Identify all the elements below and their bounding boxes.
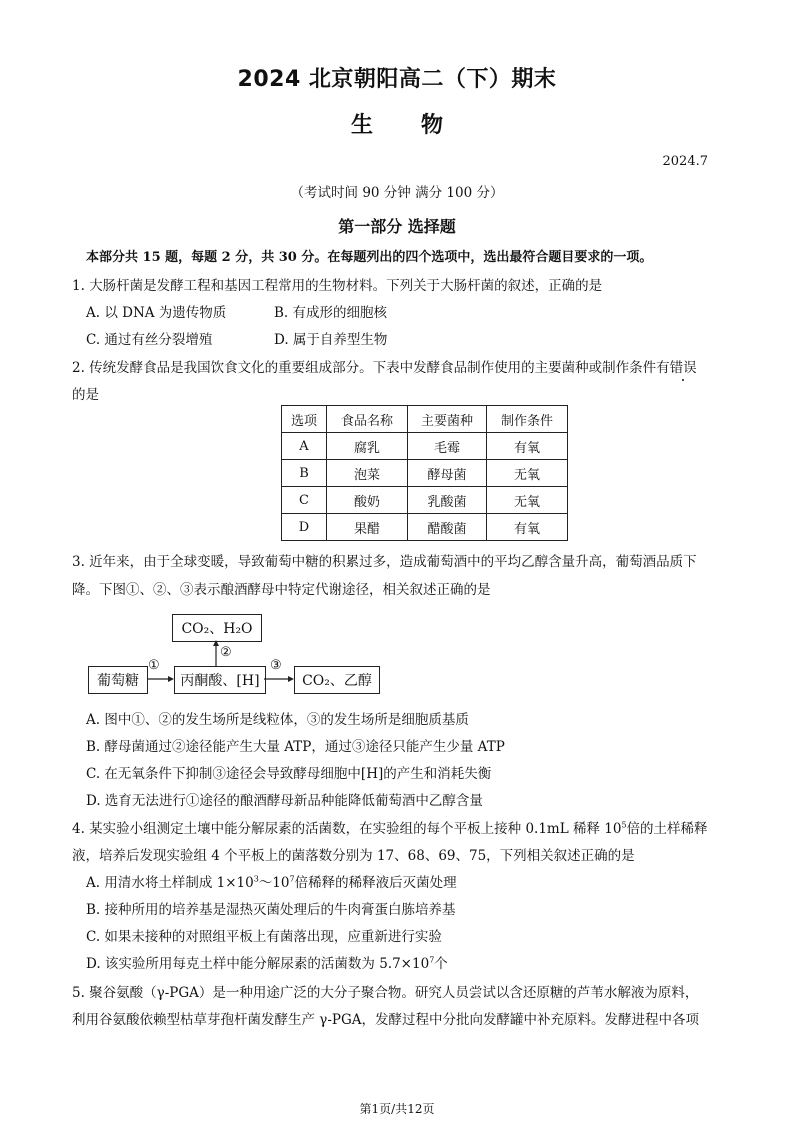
table-header-cell: 制作条件 [487,406,568,433]
pyruvate-box: 丙酮酸、[H] [174,666,266,694]
question-4-stem-line1 [72,817,708,837]
table-cell: 毛霉 [408,433,487,460]
section-instructions: 本部分共 15 题，每题 2 分，共 30 分。在每题列出的四个选项中，选出最符合题目要求的一项。 [86,250,653,265]
table-header-cell: 主要菌种 [408,406,487,433]
question-1-option-d: D. 属于自养型生物 [274,332,388,348]
table-cell: 泡菜 [327,460,408,487]
table-row [282,433,568,460]
option-text: A. 用清水将土样制成 1×10 [86,875,254,891]
table-cell: 酸奶 [327,487,408,514]
table-cell: 醋酸菌 [408,514,487,541]
table-cell: 无氧 [487,487,568,514]
diagram-arrows [140,636,310,686]
question-3-stem-line2: 降。下图①、②、③表示酿酒酵母中特定代谢途径，相关叙述正确的是 [72,582,491,598]
table-cell: 果醋 [327,514,408,541]
question-3-option-c: C. 在无氧条件下抑制③途径会导致酵母细胞中[H]的产生和消耗失衡 [86,766,492,782]
question-4-option-b: B. 接种所用的培养基是湿热灭菌处理后的牛肉膏蛋白胨培养基 [86,902,456,918]
question-3-stem-line1: 3. 近年来，由于全球变暖，导致葡萄中糖的积累过多，造成葡萄酒中的平均乙醇含量升高，葡萄酒品质下 [72,554,697,570]
table-cell: B [282,460,327,487]
step-1-label: ① [148,658,160,673]
question-3-option-a: A. 图中①、②的发生场所是线粒体，③的发生场所是细胞质基质 [86,712,469,728]
subject-title: 生物 [350,113,491,138]
table-cell: 有氧 [487,433,568,460]
table-row [282,460,568,487]
question-5-stem-line2: 利用谷氨酸依赖型枯草芽孢杆菌发酵生产 γ-PGA，发酵过程中分批向发酵罐中补充原料。发酵进程中各项 [72,1012,700,1028]
page-number: 第1页/共12页 [359,1102,435,1116]
option-text: ～10 [258,875,290,891]
table-cell: 酵母菌 [408,460,487,487]
co2-h2o-box: CO₂、H₂O [172,614,262,642]
question-4-option-c: C. 如果未接种的对照组平板上有菌落出现，应重新进行实验 [86,929,442,945]
question-1-option-a: A. 以 DNA 为遗传物质 [86,305,227,321]
table-cell: 有氧 [487,514,568,541]
glucose-box: 葡萄糖 [88,666,148,694]
table-cell: A [282,433,327,460]
exponent: 3 [253,874,259,884]
question-2-table [281,405,568,541]
question-2-stem-end: 的是 [72,387,99,403]
page-title: 2024 北京朝阳高二（下）期末 [237,67,557,92]
exponent: 7 [289,874,295,884]
table-cell: 腐乳 [327,433,408,460]
question-4-stem-line2: 液，培养后发现实验组 4 个平板上的菌落数分别为 17、68、69、75，下列相关叙述正确的是 [72,848,635,864]
question-4-option-d [86,952,448,972]
question-1-option-b: B. 有成形的细胞核 [274,305,388,321]
question-2-emphasis: 错误 [669,360,697,376]
question-5-stem-line1: 5. 聚谷氨酸（γ-PGA）是一种用途广泛的大分子聚合物。研究人员尝试以含还原糖的芦苇水解液为原料， [72,985,699,1001]
exam-info: （考试时间 90 分钟 满分 100 分） [290,185,504,201]
option-text: 个 [434,956,448,972]
table-cell: C [282,487,327,514]
question-1-stem: 1. 大肠杆菌是发酵工程和基因工程常用的生物材料。下列关于大肠杆菌的叙述，正确的是 [72,278,603,294]
table-cell: 无氧 [487,460,568,487]
co2-ethanol-box: CO₂、乙醇 [294,666,380,694]
question-3-option-b: B. 酵母菌通过②途径能产生大量 ATP，通过③途径只能产生少量 ATP [86,739,505,755]
table-cell: D [282,514,327,541]
exam-date: 2024.7 [662,154,708,169]
table-row [282,514,568,541]
table-header-row [282,406,568,433]
question-2-stem [72,356,697,376]
exponent: 7 [429,955,435,965]
option-text: D. 该实验所用每克土样中能分解尿素的活菌数为 5.7×10 [86,956,430,972]
option-text: 倍稀释的稀释液后灭菌处理 [294,875,457,891]
question-4-option-a [86,871,457,891]
question-4-stem-text: 4. 某实验小组测定土壤中能分解尿素的活菌数，在实验组的每个平板上接种 0.1mL 稀释 10 [72,821,622,837]
question-4-stem-text-end: 倍的土样稀释 [626,821,708,837]
table-row [282,487,568,514]
table-header-cell: 食品名称 [327,406,408,433]
table-cell: 乳酸菌 [408,487,487,514]
step-3-label: ③ [270,658,282,673]
question-3-option-d: D. 选育无法进行①途径的酿酒酵母新品种能降低葡萄酒中乙醇含量 [86,793,483,809]
section-title: 第一部分 选择题 [338,217,456,236]
question-2-stem-text: 2. 传统发酵食品是我国饮食文化的重要组成部分。下表中发酵食品制作使用的主要菌种或制作条件有 [72,360,670,376]
question-1-option-c: C. 通过有丝分裂增殖 [86,332,213,348]
exponent: 5 [621,820,627,830]
table-header-cell: 选项 [282,406,327,433]
step-2-label: ② [220,645,232,660]
